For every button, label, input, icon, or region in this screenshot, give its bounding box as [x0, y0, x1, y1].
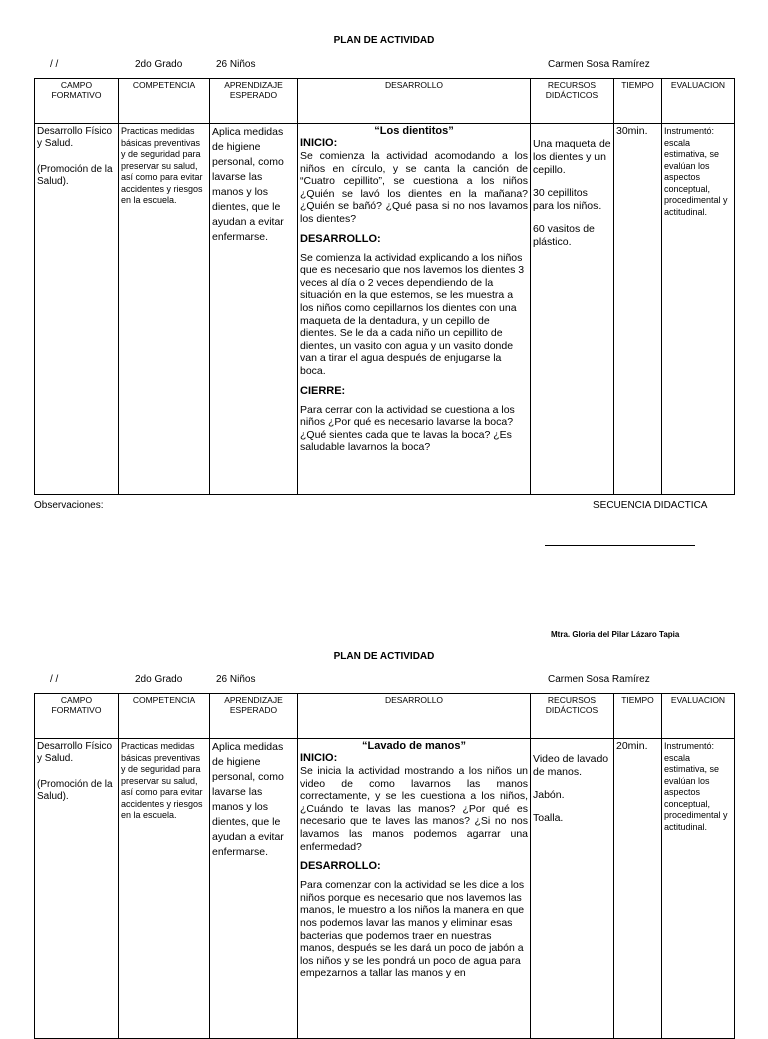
competencia-cell: Practicas medidas básicas preventivas y de seguridad para preservar su salud, así como para evitar accidentes y riesgos en la escuela. — [119, 124, 210, 495]
recurso-item: Video de lavado de manos. — [533, 753, 609, 778]
recurso-item: 60 vasitos de plástico. — [533, 223, 595, 248]
campo-cell — [35, 124, 119, 495]
header-recursos: RECURSOS DIDÁCTICOS — [531, 79, 614, 124]
campo-cell — [35, 739, 119, 1039]
header-campo: CAMPO FORMATIVO — [35, 694, 119, 739]
plan-1-date: / / — [50, 59, 59, 70]
campo-text: Desarrollo Físico y Salud. — [37, 126, 113, 149]
evaluacion-cell: Instrumentó: escala estimativa, se evalúan los aspectos conceptual, procedimental y actitudinal. — [662, 739, 735, 1039]
inicio-label: INICIO: — [300, 137, 338, 149]
inicio-text: Se comienza la actividad acomodando a los niños en círculo, y se canta la canción de “Cuatro cepillito”, se cuestiona a los niños ¿Quién se lavó los dientes en la mañana? ¿Quién se bañó? ¿Qué pasa si no nos lavamos los dientes? — [300, 150, 528, 225]
desarrollo-text: Se comienza la actividad explicando a los niños que es necesario que nos lavemos los dientes 3 veces al día o 2 veces dependiendo de la situación en la que estemos, se les muestra a los niños como cepillarnos los dientes con una maqueta de la dentadura, y un cepillo de dientes. Se le da a cada niño un cepillito de dientes, un vasito con agua y un vasito donde van a tirar el agua después de enjugarse la boca. — [300, 251, 525, 377]
teacher-signature-name: Mtra. Gloria del Pilar Lázaro Tapia — [551, 630, 680, 639]
header-campo: CAMPO FORMATIVO — [35, 79, 119, 124]
header-aprendizaje: APRENDIZAJE ESPERADO — [210, 79, 298, 124]
activity-title: “Lavado de manos” — [362, 740, 466, 752]
cierre-label: CIERRE: — [300, 384, 346, 397]
plan-2-teacher: Carmen Sosa Ramírez — [548, 674, 650, 685]
recurso-item: Una maqueta de los dientes y un cepillo. — [533, 138, 611, 176]
plan-1-title: PLAN DE ACTIVIDAD — [333, 35, 435, 46]
header-recursos: RECURSOS DIDÁCTICOS — [531, 694, 614, 739]
table-row — [35, 739, 735, 1039]
desarrollo-cell — [298, 124, 531, 495]
table-header-row — [35, 694, 735, 739]
secuencia-label: SECUENCIA DIDACTICA — [593, 500, 708, 511]
tiempo-cell: 30min. — [614, 124, 662, 495]
plan-2-children: 26 Niños — [216, 674, 256, 685]
campo-sub-text: (Promoción de la Salud). — [37, 779, 113, 802]
header-competencia: COMPETENCIA — [119, 694, 210, 739]
desarrollo-text: Para comenzar con la actividad se les dice a los niños porque es necesario que nos lavemos las manos, le muestro a los niños la manera en que nos podemos lavar las manos y eliminar esas bacterias que podemos traer en nuestras manos, después se les dará un poco de jabón a los niños y se les pondrá un poco de agua para empezarnos a tallar las manos y en — [300, 879, 525, 980]
plan-2-title: PLAN DE ACTIVIDAD — [333, 651, 435, 662]
header-tiempo: TIEMPO — [614, 79, 662, 124]
aprendizaje-cell: Aplica medidas de higiene personal, como lavarse las manos y los dientes, que le ayudan a evitar enfermarse. — [210, 124, 298, 495]
desarrollo-label: DESARROLLO: — [300, 232, 381, 245]
observaciones-label: Observaciones: — [34, 500, 104, 511]
plan-2-date: / / — [50, 674, 59, 685]
signature-line — [545, 545, 695, 546]
inicio-text: Se inicia la actividad mostrando a los niños un video de como lavarnos las manos correctamente, y se les cuestiona a los niños, ¿Cuándo te lavas las manos? ¿Por qué es necesario que te laves las manos? ¿Si no nos lavamos las manos podemos agarrar una enfermedad? — [300, 765, 528, 853]
header-aprendizaje: APRENDIZAJE ESPERADO — [210, 694, 298, 739]
recursos-cell — [531, 739, 614, 1039]
header-evaluacion: EVALUACION — [662, 694, 735, 739]
recurso-item: Toalla. — [533, 812, 564, 824]
tiempo-cell: 20min. — [614, 739, 662, 1039]
table-header-row — [35, 79, 735, 124]
header-desarrollo: DESARROLLO — [298, 694, 531, 739]
plan-1-grade: 2do Grado — [135, 59, 183, 70]
plan-1-table — [34, 78, 735, 495]
header-desarrollo: DESARROLLO — [298, 79, 531, 124]
recursos-cell — [531, 124, 614, 495]
campo-text: Desarrollo Físico y Salud. — [37, 741, 113, 764]
inicio-label: INICIO: — [300, 752, 338, 764]
header-tiempo: TIEMPO — [614, 694, 662, 739]
recurso-item: Jabón. — [533, 789, 565, 801]
plan-1-children: 26 Niños — [216, 59, 256, 70]
competencia-cell: Practicas medidas básicas preventivas y de seguridad para preservar su salud, así como para evitar accidentes y riesgos en la escuela. — [119, 739, 210, 1039]
desarrollo-label: DESARROLLO: — [300, 860, 381, 873]
cierre-text: Para cerrar con la actividad se cuestiona a los niños ¿Por qué es necesario lavarse la boca? ¿Qué sientes cada que te lavas la boca? ¿Es saludable lavarnos la boca? — [300, 403, 515, 454]
activity-title: “Los dientitos” — [374, 125, 454, 137]
plan-1-teacher: Carmen Sosa Ramírez — [548, 59, 650, 70]
evaluacion-cell: Instrumentó: escala estimativa, se evalúan los aspectos conceptual, procedimental y actitudinal. — [662, 124, 735, 495]
plan-2-table — [34, 693, 735, 1039]
aprendizaje-cell: Aplica medidas de higiene personal, como lavarse las manos y los dientes, que le ayudan a evitar enfermarse. — [210, 739, 298, 1039]
campo-sub-text: (Promoción de la Salud). — [37, 164, 113, 187]
header-evaluacion: EVALUACION — [662, 79, 735, 124]
table-row — [35, 124, 735, 495]
header-competencia: COMPETENCIA — [119, 79, 210, 124]
recurso-item: 30 cepillitos para los niños. — [533, 187, 602, 212]
plan-2-grade: 2do Grado — [135, 674, 183, 685]
desarrollo-cell — [298, 739, 531, 1039]
